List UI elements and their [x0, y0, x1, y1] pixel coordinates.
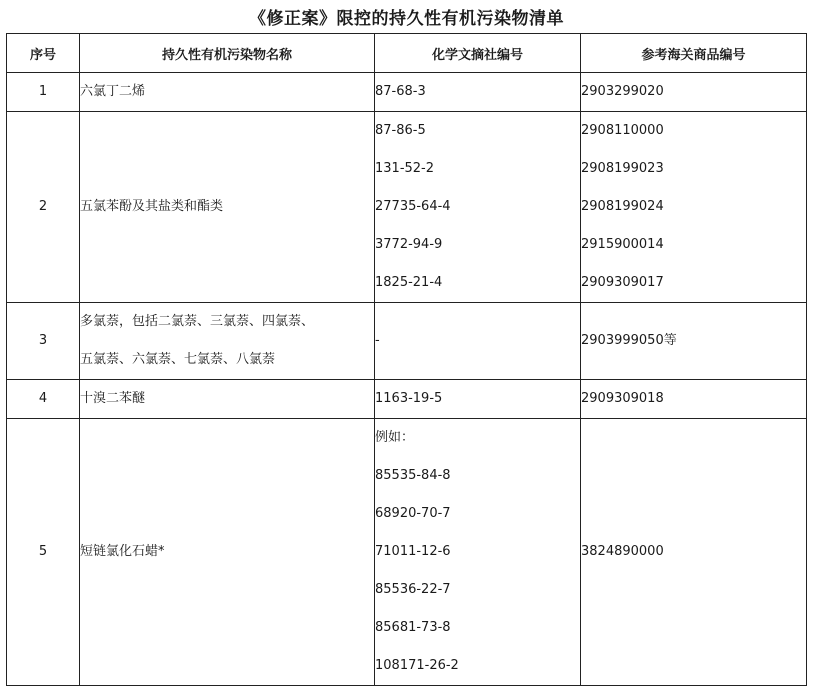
serial-number: 1 — [38, 84, 48, 99]
hs-code: 2908199024 — [581, 199, 664, 214]
name-cell — [80, 112, 375, 303]
hs-code: 2903999050等 — [581, 333, 677, 348]
serial-number: 2 — [38, 199, 48, 214]
cas-number: 1825-21-4 — [375, 275, 443, 290]
cas-number: 71011-12-6 — [375, 544, 451, 559]
hs-code: 2903299020 — [581, 84, 664, 99]
table-row — [7, 112, 807, 303]
cas-cell — [375, 419, 581, 686]
hs-cell — [581, 303, 807, 380]
pollutant-name: 六氯丁二烯 — [80, 84, 146, 99]
hs-code: 2915900014 — [581, 237, 664, 252]
serial-cell — [7, 419, 80, 686]
name-cell — [80, 380, 375, 419]
pollutant-name: 短链氯化石蜡* — [80, 544, 165, 559]
hs-cell — [581, 419, 807, 686]
cas-number: 87-86-5 — [375, 123, 426, 138]
cas-cell — [375, 73, 581, 112]
cas-number: 27735-64-4 — [375, 199, 451, 214]
pollutant-name-line: 多氯萘，包括二氯萘、三氯萘、四氯萘、 — [80, 314, 315, 329]
serial-number: 5 — [38, 544, 48, 559]
hs-cell — [581, 112, 807, 303]
hs-code: 2909309017 — [581, 275, 664, 290]
cas-number: 85536-22-7 — [375, 582, 451, 597]
hs-code: 2908199023 — [581, 161, 664, 176]
pollutant-name: 五氯苯酚及其盐类和酯类 — [80, 199, 224, 214]
table-row — [7, 73, 807, 112]
header-serial: 序号 — [7, 34, 80, 73]
cas-number: 3772-94-9 — [375, 237, 443, 252]
serial-cell — [7, 73, 80, 112]
hs-cell — [581, 73, 807, 112]
pollutant-table — [6, 33, 807, 686]
serial-number: 4 — [38, 391, 48, 406]
name-cell — [80, 419, 375, 686]
hs-code: 3824890000 — [581, 544, 664, 559]
cas-number: 131-52-2 — [375, 161, 435, 176]
cas-number: 85535-84-8 — [375, 468, 451, 483]
name-cell — [80, 303, 375, 380]
table-row — [7, 380, 807, 419]
name-cell — [80, 73, 375, 112]
hs-cell — [581, 380, 807, 419]
header-cas-number: 化学文摘社编号 — [375, 34, 581, 73]
cas-number: 1163-19-5 — [375, 391, 443, 406]
cas-number: 68920-70-7 — [375, 506, 451, 521]
hs-code: 2909309018 — [581, 391, 664, 406]
pollutant-name-line: 五氯萘、六氯萘、七氯萘、八氯萘 — [80, 352, 276, 367]
serial-cell — [7, 303, 80, 380]
pollutant-name: 十溴二苯醚 — [80, 391, 146, 406]
table-header-row — [7, 34, 807, 73]
table-row — [7, 419, 807, 686]
serial-number: 3 — [38, 333, 48, 348]
serial-cell — [7, 380, 80, 419]
cas-cell — [375, 303, 581, 380]
cas-cell — [375, 112, 581, 303]
cas-number: 87-68-3 — [375, 84, 426, 99]
cas-number: 85681-73-8 — [375, 620, 451, 635]
header-pollutant-name: 持久性有机污染物名称 — [80, 34, 375, 73]
cas-number: - — [375, 333, 380, 348]
cas-cell — [375, 380, 581, 419]
cas-number: 108171-26-2 — [375, 658, 459, 673]
header-hs-code: 参考海关商品编号 — [581, 34, 807, 73]
hs-code: 2908110000 — [581, 123, 664, 138]
page-title: 《修正案》限控的持久性有机污染物清单 — [249, 9, 564, 29]
serial-cell — [7, 112, 80, 303]
cas-example-label: 例如： — [375, 430, 415, 445]
table-row — [7, 303, 807, 380]
